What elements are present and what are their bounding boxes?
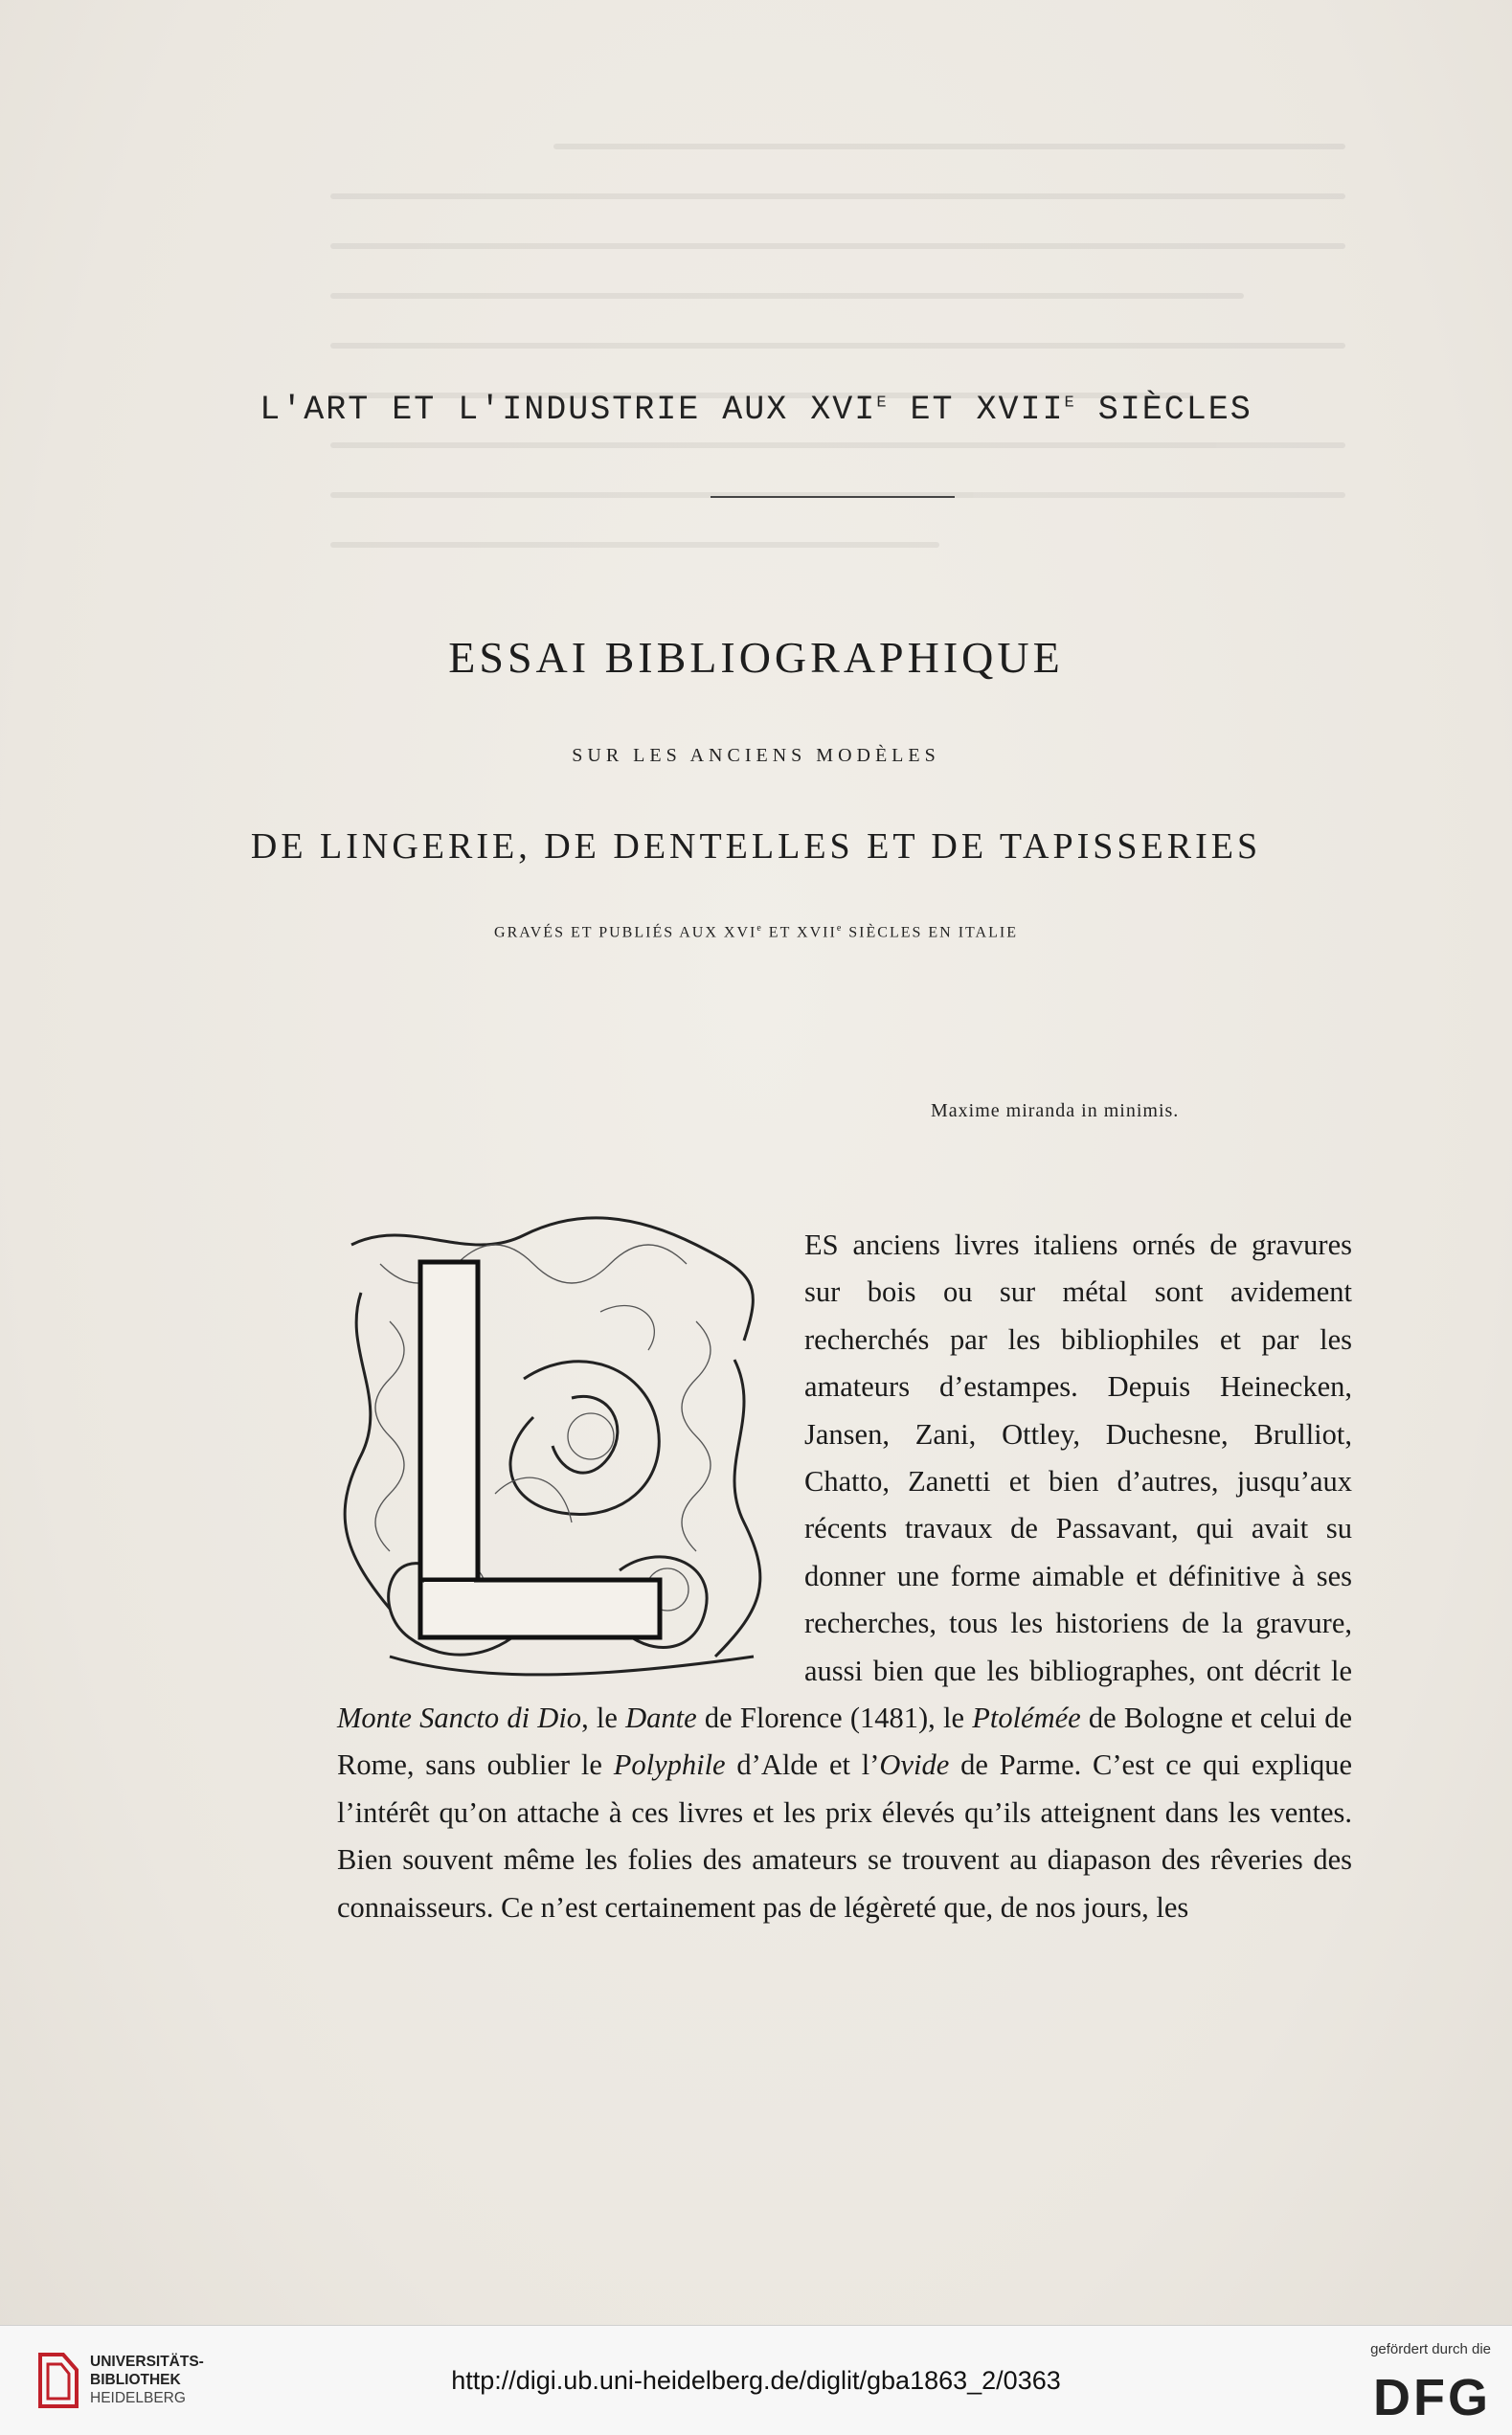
article-title-second-line: DE LINGERIE, DE DENTELLES ET DE TAPISSERIES	[250, 826, 1262, 867]
epigraph: Maxime miranda in minimis.	[931, 1100, 1180, 1121]
permalink-url[interactable]: http://digi.ub.uni-heidelberg.de/diglit/gba1863_2/0363	[451, 2366, 1061, 2395]
article-title: ESSAI BIBLIOGRAPHIQUE	[448, 633, 1064, 682]
body-paragraph: ES anciens livres italiens ornés de gravures sur bois ou sur métal sont avidement recherchés par les bibliophiles et par les amateurs d’estampes. Depuis Heinecken, Jansen, Zani, Ottley, Duchesne, Brulliot, Chatto, Zanetti et bien d’autres, jusqu’aux récents travaux de Passavant, qui avait su donner une forme aimable et définitive à ses recherches, tous les historiens de la gravure, aussi bien que les bibliographes, ont décrit le Monte Sancto di Dio, le Dante de Florence (1481), le Ptolémée de Bologne et celui de Rome, sans oublier le Polyphile d’Alde et l’Ovide de Parme. C’est ce qui explique l’intérêt qu’on attache à ces livres et les prix élevés qu’ils atteignent dans les ventes. Bien souvent même les folies des amateurs se trouvent au diapason des rêveries des connaisseurs. Ce n’est certainement pas de légèreté que, de nos jours, les	[337, 1222, 1352, 1931]
initial-letter-space	[337, 1222, 804, 1685]
digitization-footer	[0, 2325, 1512, 2435]
dfg-logo: DFG	[1373, 2369, 1491, 2426]
article-subtitle-second: GRAVÉS ET PUBLIÉS AUX XVIe ET XVIIe SIÈCLES EN ITALIE	[494, 923, 1018, 941]
running-head: L'ART ET L'INDUSTRIE AUX $XVI^E$ ET $XVII^E$ SIÈCLES	[260, 391, 1252, 429]
article-subtitle: SUR LES ANCIENS MODÈLES	[572, 745, 940, 766]
section-rule	[711, 496, 955, 498]
funding-caption: gefördert durch die	[1370, 2341, 1491, 2357]
university-library-name: UNIVERSITÄTS- BIBLIOTHEK HEIDELBERG	[90, 2354, 204, 2406]
